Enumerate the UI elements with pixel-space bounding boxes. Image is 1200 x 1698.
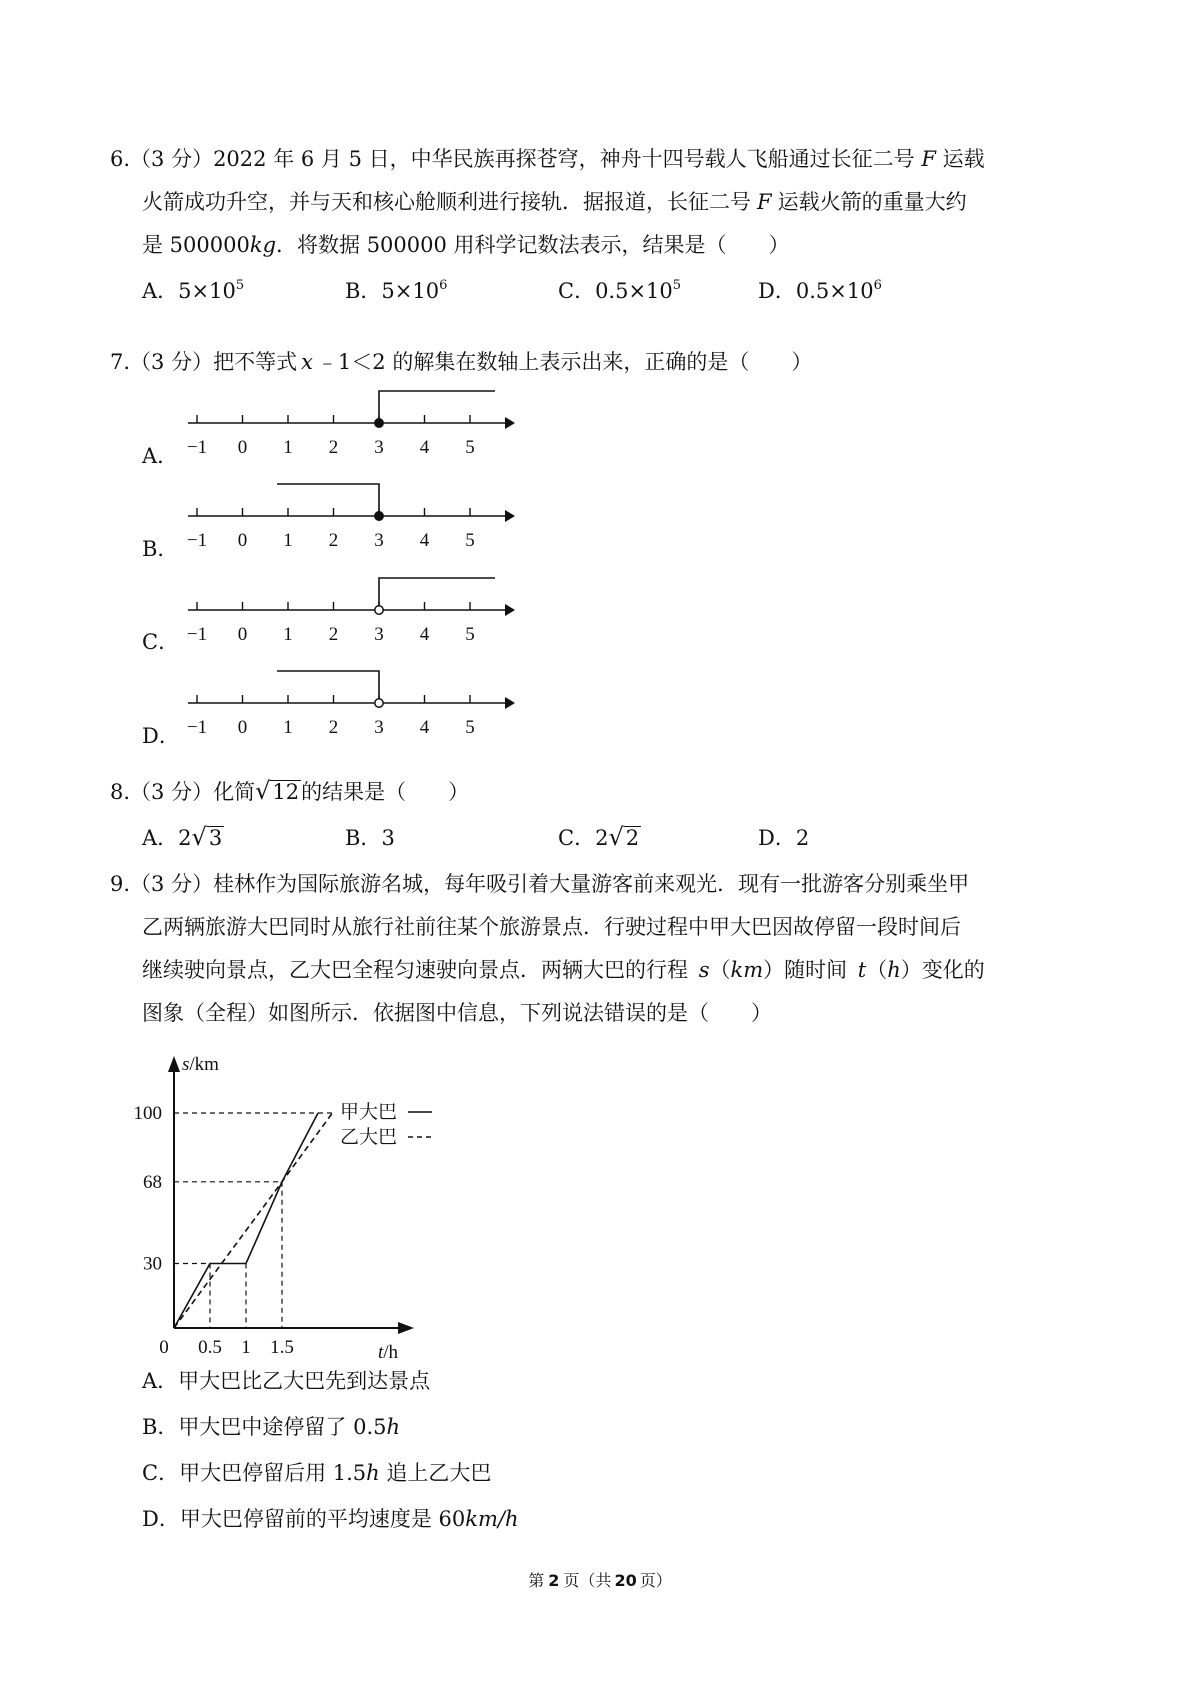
q9-option-b[interactable]: B．甲大巴中途停留了 0.5h [142,1415,401,1439]
tick-label: 0 [237,437,248,458]
y-tick-label: 30 [143,1253,162,1275]
tick-label: 3 [374,624,384,645]
q9-option-a[interactable]: A．甲大巴比乙大巴先到达景点 [142,1369,431,1393]
tick-label: 0 [237,530,248,551]
number-line-b [187,484,515,551]
q6-option-b[interactable]: B．$5\times 10^6$ [345,278,448,303]
axis-arrow-icon [505,604,515,616]
tick-label: 5 [465,437,475,458]
closed-point [375,512,383,520]
q8-option-d[interactable]: D．2 [758,826,810,850]
q6-option-c[interactable]: C．$0.5\times 10^5$ [558,278,682,303]
solution-ray [379,391,495,423]
tick-label: 2 [328,530,339,551]
q6-line1: 6.（3 分）2022 年 6 月 5 日，中华民族再探苍穹，神舟十四号载人飞船通过长征二号 F 运载 [110,147,985,171]
x-tick-label: 1.5 [270,1337,294,1358]
axis-arrow-icon [505,510,515,522]
page-footer: 第 2 页（共 20 页） [528,1571,672,1590]
tick-label: −1 [186,624,208,645]
x-axis-label: t/h [378,1342,399,1363]
tick-label: −1 [186,717,208,738]
q9-line3: 继续驶向景点，乙大巴全程匀速驶向景点．两辆大巴的行程 s（km）随时间 t（h）变化的 [142,958,985,982]
solution-ray [379,578,495,610]
legend-label: 乙大巴 [340,1127,398,1148]
y-axis-label: s/km [182,1054,219,1075]
origin-label: 0 [159,1337,169,1358]
q8-stem: 8.（3 分）化简√12的结果是（ ） [110,777,470,805]
tick-label: 4 [419,530,430,551]
tick-label: 0 [237,717,248,738]
tick-label: 2 [328,437,339,458]
tick-label: 1 [283,624,293,645]
y-axis-arrow-icon [168,1056,180,1072]
q8-option-b[interactable]: B．3 [345,826,395,850]
open-point [375,699,383,707]
tick-label: 4 [419,624,430,645]
x-axis-arrow-icon [398,1322,414,1334]
x-tick-label: 1 [241,1337,251,1358]
tick-label: 2 [328,717,339,738]
tick-label: 1 [283,530,293,551]
q6-line3: 是 500000kg．将数据 500000 用科学记数法表示，结果是（ ） [142,233,790,257]
q8-option-a[interactable]: A．2√3 [142,823,223,851]
tick-label: −1 [186,437,208,458]
tick-label: 1 [283,437,293,458]
q7-stem: 7.（3 分）把不等式 x ﹣1＜2 的解集在数轴上表示出来，正确的是（ ） [110,350,813,374]
number-line-c [187,578,515,645]
tick-label: 4 [419,717,430,738]
tick-label: 5 [465,530,475,551]
open-point [375,606,383,614]
q9-chart [133,1050,490,1363]
q9-option-c[interactable]: C．甲大巴停留后用 1.5h 追上乙大巴 [142,1461,492,1485]
x-tick-label: 0.5 [198,1337,222,1358]
q9-line4: 图象（全程）如图所示．依据图中信息，下列说法错误的是（ ） [142,1001,772,1025]
axis-arrow-icon [505,417,515,429]
tick-label: 3 [374,437,384,458]
q8-option-c[interactable]: C．2√2 [558,823,640,851]
q7-option-d-label[interactable]: D． [142,724,180,748]
q7-option-b-label[interactable]: B． [142,537,179,561]
tick-label: 5 [465,624,475,645]
tick-label: 3 [374,530,384,551]
q9-line2: 乙两辆旅游大巴同时从旅行社前往某个旅游景点．行驶过程中甲大巴因故停留一段时间后 [142,915,961,939]
y-tick-label: 100 [133,1103,162,1124]
q7-option-c-label[interactable]: C． [142,630,180,654]
q6-option-a[interactable]: A．$5\times 10^5$ [142,278,245,303]
tick-label: 4 [419,437,430,458]
q9-line1: 9.（3 分）桂林作为国际旅游名城，每年吸引着大量游客前来观光．现有一批游客分别乘坐甲 [110,872,970,896]
series-line-yi [174,1113,332,1328]
tick-label: 2 [328,624,339,645]
axis-arrow-icon [505,697,515,709]
q6-option-d[interactable]: D．$0.5\times 10^6$ [758,278,882,303]
number-line-a [187,391,515,458]
legend-label: 甲大巴 [340,1102,398,1123]
tick-label: 5 [465,717,475,738]
y-tick-label: 68 [143,1171,162,1193]
solution-ray [277,671,379,703]
q9-option-d[interactable]: D．甲大巴停留前的平均速度是 60km/h [142,1507,519,1531]
q7-option-a-label[interactable]: A． [142,444,179,468]
solution-ray [277,484,379,516]
series-line-jia [174,1113,318,1328]
q7-number-lines [0,0,1200,780]
closed-point [375,419,383,427]
number-line-d [187,671,515,738]
tick-label: 1 [283,717,293,738]
q6-line2: 火箭成功升空，并与天和核心舱顺利进行接轨．据报道，长征二号 F 运载火箭的重量大约 [142,190,967,214]
tick-label: 3 [374,717,384,738]
tick-label: −1 [186,530,208,551]
tick-label: 0 [237,624,248,645]
sqrt-12: √12 [255,777,300,805]
